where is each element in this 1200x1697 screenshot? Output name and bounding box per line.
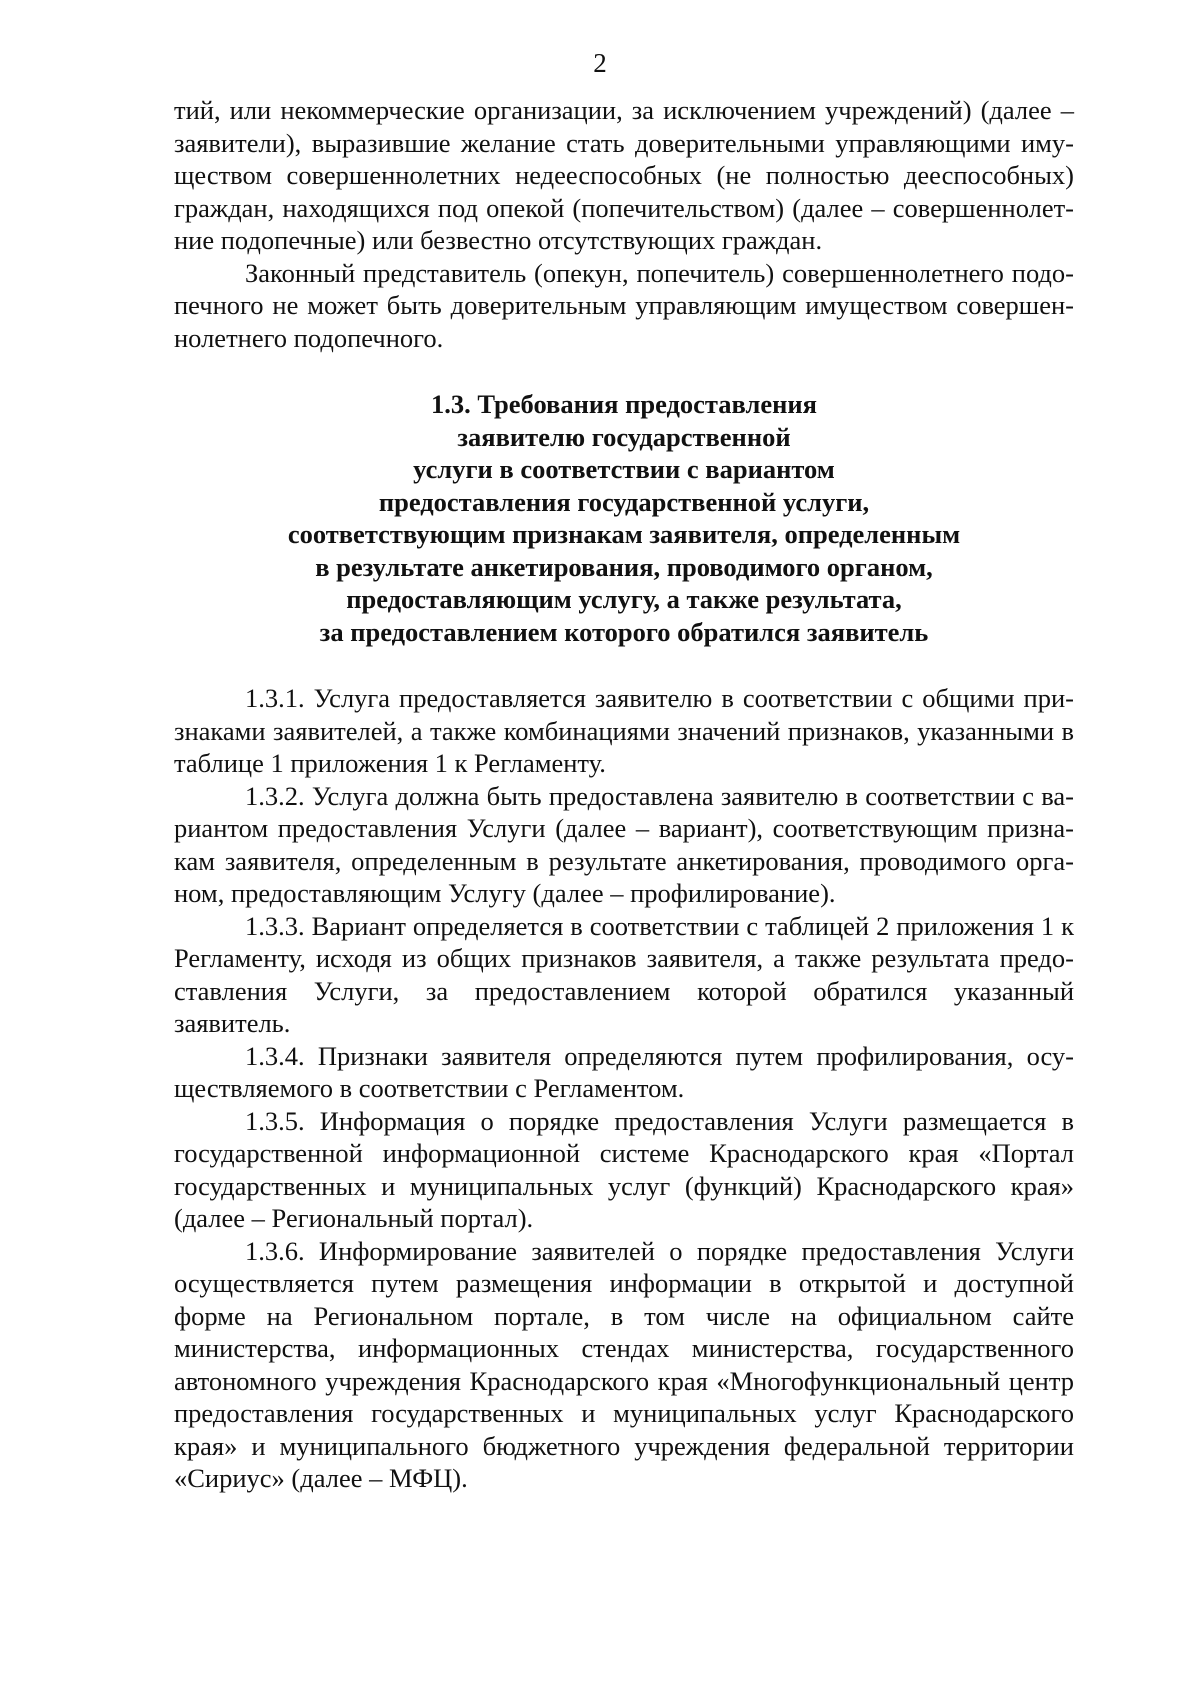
page-number: 2 <box>593 48 607 78</box>
section-heading-line: услуги в соответствии с вариантом <box>413 454 835 484</box>
section-heading-line: 1.3. Требования предоставления <box>431 389 817 419</box>
clause-1-3-4: 1.3.4. Признаки заявителя определяются путем профилирования, осуществляемого в соответствии с Регламентом. <box>174 1040 1074 1103</box>
section-heading-line: за предоставлением которого обратился заявитель <box>319 616 929 647</box>
section-heading-line: соответствующим признакам заявителя, определенным <box>287 519 961 549</box>
section-heading-line: в результате анкетирования, проводимого органом, <box>315 551 933 582</box>
intro-paragraph-continuation: тий, или некоммерческие организации, за исключением учреждений) (далее – заявители), выразившие желание стать доверительными управляющими имуществом совершеннолетних недееспособных (не полностью дееспособных) граждан, находящихся под опекой (попечительством) (далее – совершеннолетние подопечные) или безвестно отсутствующих граждан. <box>174 95 1074 255</box>
clause-1-3-2: 1.3.2. Услуга должна быть предоставлена заявителю в соответствии с вариантом предоставления Услуги (далее – вариант), соответствующим признакам заявителя, определенным в результате анкетирования, проводимого органом, предоставляющим Услугу (далее – профилирование). <box>174 780 1074 908</box>
document-body <box>174 94 1074 1495</box>
section-heading-line: предоставляющим услугу, а также результата, <box>346 584 902 614</box>
clause-1-3-1: 1.3.1. Услуга предоставляется заявителю в соответствии с общими признаками заявителей, а также комбинациями значений признаков, указанными в таблице 1 приложения 1 к Регламенту. <box>174 683 1074 778</box>
section-heading-line: предоставления государственной услуги, <box>378 486 870 517</box>
clause-1-3-6: 1.3.6. Информирование заявителей о порядке предоставления Услуги осуществляется путем размещения информации в открытой и доступной форме на Региональном портале, в том числе на официальном сайте министерства, информационных стендах министерства, государственного автономного учреждения Краснодарского края «Многофункциональный центр предоставления государственных и муниципальных услуг Краснодарского края» и муниципального бюджетного учреждения федеральной территории «Сириус» (далее – МФЦ). <box>174 1235 1074 1493</box>
intro-paragraph-representative: Законный представитель (опекун, попечитель) совершеннолетнего подопечного не может быть доверительным управляющим имуществом совершеннолетнего подопечного. <box>174 257 1074 353</box>
clause-1-3-3: 1.3.3. Вариант определяется в соответствии с таблицей 2 приложения 1 к Регламенту, исходя из общих признаков заявителя, а также результата предоставления Услуги, за предоставлением которой обратился указанный заявитель. <box>174 910 1074 1038</box>
section-heading-line: заявителю государственной <box>457 421 791 452</box>
section-heading <box>174 388 1074 648</box>
clause-1-3-5: 1.3.5. Информация о порядке предоставления Услуги размещается в государственной информационной системе Краснодарского края «Портал государственных и муниципальных услуг (функций) Краснодарского края» (далее – Региональный портал). <box>174 1105 1074 1233</box>
